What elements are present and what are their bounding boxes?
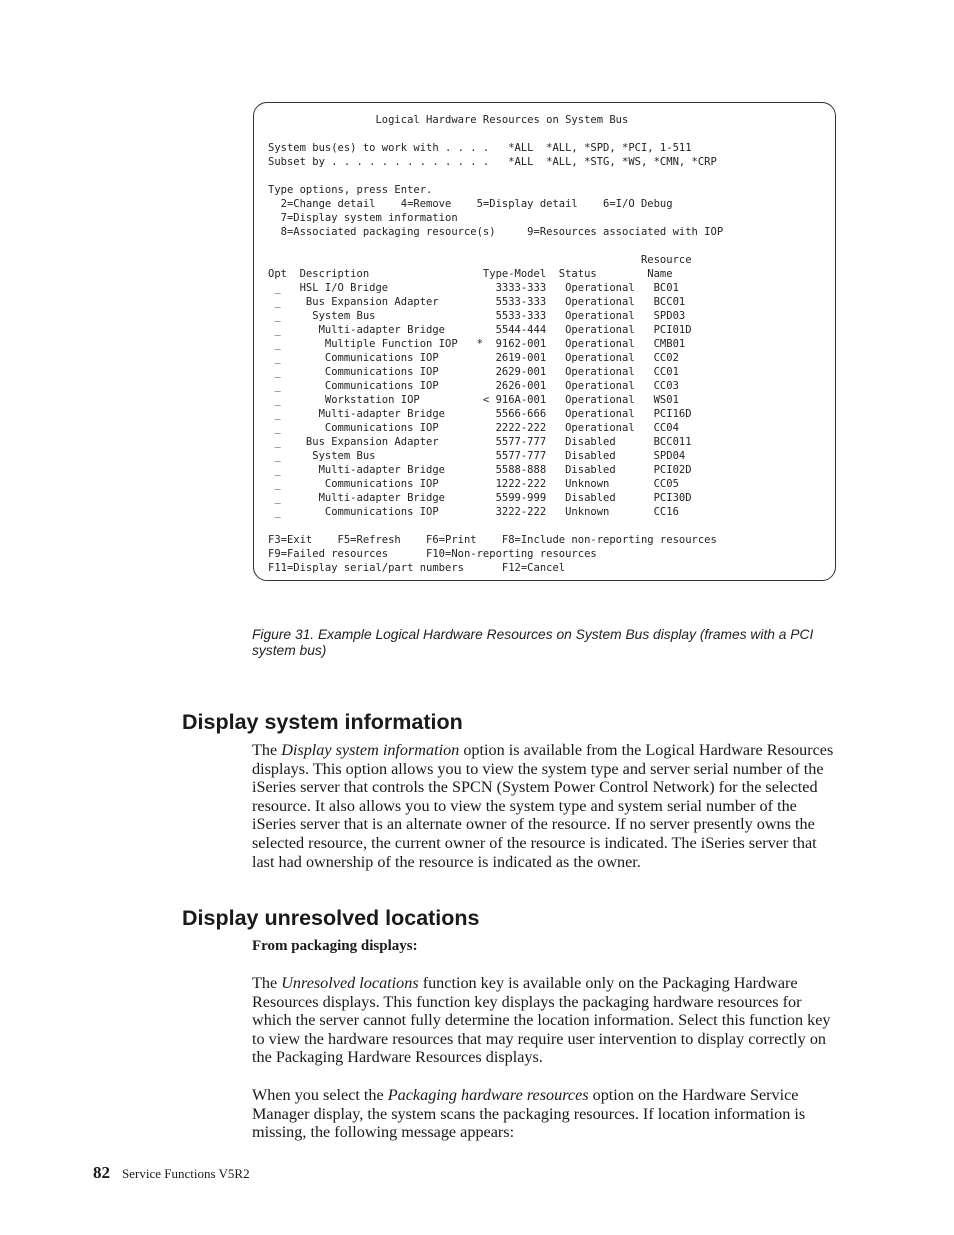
screen-line: Type options, press Enter. — [268, 184, 433, 196]
screen-line: _ Bus Expansion Adapter 5577-777 Disabled BCC011 — [268, 436, 692, 448]
screen-line — [268, 169, 723, 183]
screen-line: _ Multiple Function IOP * 9162-001 Operational CMB01 — [268, 338, 686, 350]
screen-line: _ Communications IOP 2619-001 Operational CC02 — [268, 352, 679, 364]
screen-line: _ Communications IOP 1222-222 Unknown CC05 — [268, 478, 679, 490]
screen-line: Resource — [268, 254, 692, 266]
screen-line: _ Bus Expansion Adapter 5533-333 Operational BCC01 — [268, 296, 686, 308]
packaging-hardware-paragraph: When you select the Packaging hardware resources option on the Hardware Service Manager display, the system scans the packaging resources. If location information is missing, the following message appears: — [252, 1086, 806, 1142]
screen-line: 8=Associated packaging resource(s) 9=Resources associated with IOP — [268, 226, 724, 238]
page-number: 82 — [93, 1163, 110, 1182]
screen-line: _ HSL I/O Bridge 3333-333 Operational BC01 — [268, 282, 679, 294]
screen-line: _ Communications IOP 2222-222 Operational CC04 — [268, 422, 679, 434]
screen-line: Logical Hardware Resources on System Bus — [268, 114, 629, 126]
screen-line: 2=Change detail 4=Remove 5=Display detail 6=I/O Debug — [268, 198, 673, 210]
unresolved-locations-paragraph: The Unresolved locations function key is available only on the Packaging Hardware Resources displays. This function key displays the packaging hardware resources for which the server cannot fully determine the location information. Select this function key to view the hardware resources that may require user intervention to display correctly on the Packaging Hardware Resources displays. — [252, 974, 831, 1067]
screen-line — [268, 519, 723, 533]
screen-line: System bus(es) to work with . . . . *ALL *ALL, *SPD, *PCI, 1-511 — [268, 142, 692, 154]
screen-line: Opt Description Type-Model Status Name — [268, 268, 673, 280]
screen-line: F11=Display serial/part numbers F12=Cancel — [268, 562, 566, 574]
screen-line: _ Multi-adapter Bridge 5566-666 Operational PCI16D — [268, 408, 692, 420]
screen-line — [268, 127, 723, 141]
screen-line: _ Multi-adapter Bridge 5544-444 Operational PCI01D — [268, 324, 692, 336]
screen-line: F3=Exit F5=Refresh F6=Print F8=Include non-reporting resources — [268, 534, 717, 546]
book-title: Service Functions V5R2 — [122, 1166, 250, 1181]
page-footer — [93, 1163, 250, 1183]
screen-line: _ Multi-adapter Bridge 5599-999 Disabled PCI30D — [268, 492, 692, 504]
screen-line: _ Communications IOP 3222-222 Unknown CC16 — [268, 506, 679, 518]
section-heading-display-unresolved-locations: Display unresolved locations — [182, 906, 480, 930]
subheading-from-packaging-displays: From packaging displays: — [252, 938, 418, 954]
screen-line: _ System Bus 5533-333 Operational SPD03 — [268, 310, 686, 322]
figure-caption: Figure 31. Example Logical Hardware Resources on System Bus display (frames with a PCI system bus) — [252, 627, 814, 658]
screen-line: _ System Bus 5577-777 Disabled SPD04 — [268, 450, 686, 462]
terminal-screen-text — [268, 113, 723, 575]
screen-line: 7=Display system information — [268, 212, 458, 224]
display-system-information-paragraph: The Display system information option is available from the Logical Hardware Resources displays. This option allows you to view the system type and server serial number of the iSeries server that controls the SPCN (System Power Control Network) for the selected resource. It also allows you to view the system type and system serial number of the iSeries server that is an alternate owner of the resource. If no server presently owns the selected resource, the current owner of the resource is indicated. The iSeries server that last had ownership of the resource is indicated as the owner. — [252, 741, 834, 871]
terminal-screen-frame — [253, 102, 836, 581]
screen-line: _ Multi-adapter Bridge 5588-888 Disabled PCI02D — [268, 464, 692, 476]
section-heading-display-system-information: Display system information — [182, 710, 463, 734]
screen-line: _ Communications IOP 2626-001 Operational CC03 — [268, 380, 679, 392]
screen-line: _ Communications IOP 2629-001 Operational CC01 — [268, 366, 679, 378]
screen-line: _ Workstation IOP < 916A-001 Operational WS01 — [268, 394, 679, 406]
screen-line — [268, 239, 723, 253]
screen-line: F9=Failed resources F10=Non-reporting resources — [268, 548, 597, 560]
screen-line: Subset by . . . . . . . . . . . . . *ALL *ALL, *STG, *WS, *CMN, *CRP — [268, 156, 717, 168]
